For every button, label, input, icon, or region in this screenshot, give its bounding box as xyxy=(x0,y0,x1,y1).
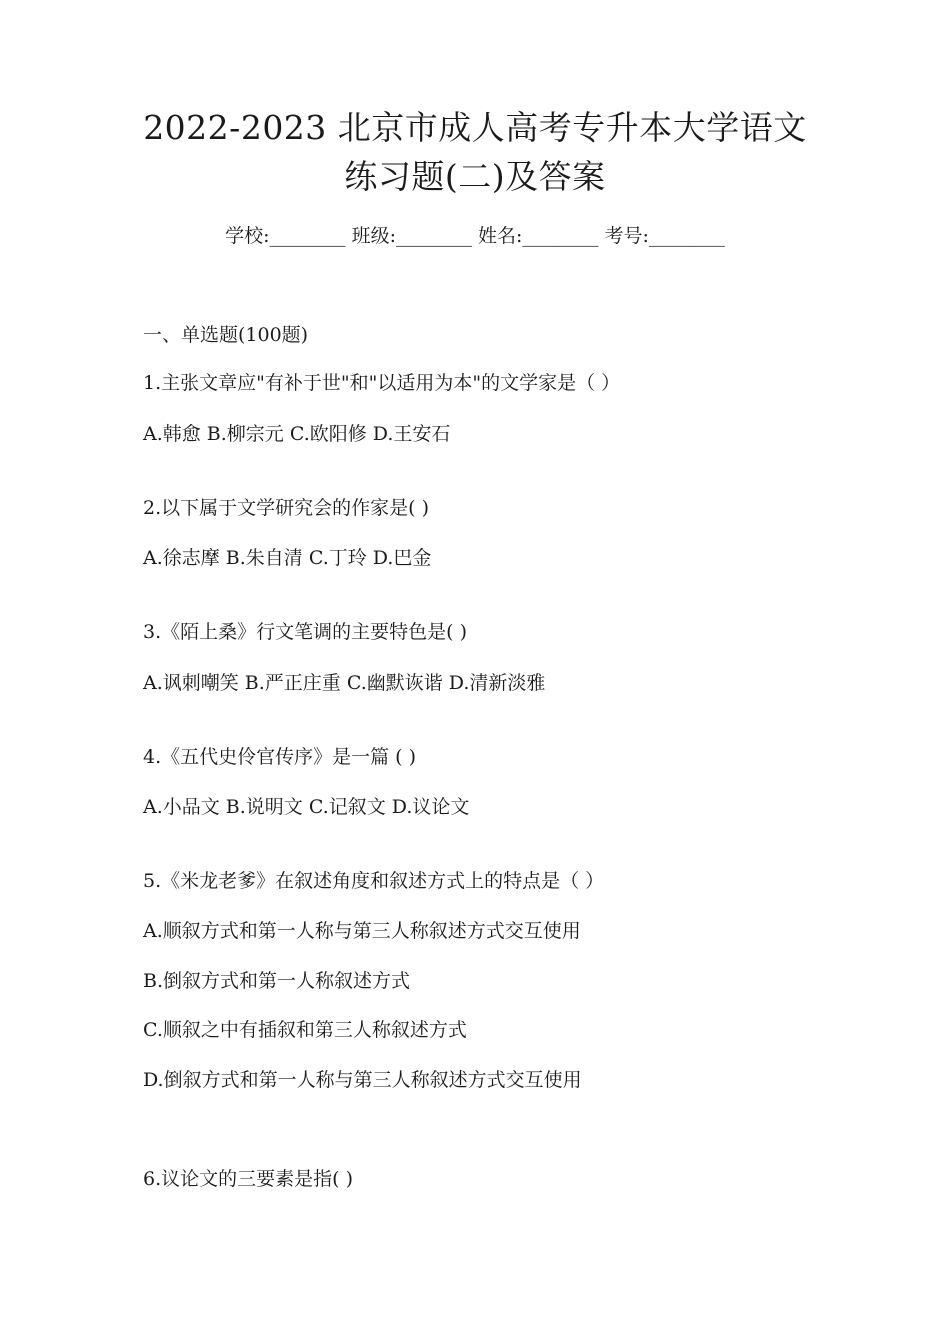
student-info-line: 学校:________ 班级:________ 姓名:________ 考号:________ xyxy=(225,225,725,247)
question-6-stem: 6.议论文的三要素是指( ) xyxy=(143,1168,353,1190)
question-4-options: A.小品文 B.说明文 C.记叙文 D.议论文 xyxy=(143,796,470,818)
question-1-options: A.韩愈 B.柳宗元 C.欧阳修 D.王安石 xyxy=(143,423,451,445)
question-5-option-c: C.顺叙之中有插叙和第三人称叙述方式 xyxy=(143,1019,467,1041)
question-5-option-d: D.倒叙方式和第一人称与第三人称叙述方式交互使用 xyxy=(143,1069,582,1091)
question-5-stem: 5.《米龙老爹》在叙述角度和叙述方式上的特点是（ ） xyxy=(143,870,605,892)
document-title-line-1: 2022-2023 北京市成人高考专升本大学语文 xyxy=(143,108,807,147)
section-heading: 一、单选题(100题) xyxy=(143,324,309,346)
question-3-options: A.讽刺嘲笑 B.严正庄重 C.幽默诙谐 D.清新淡雅 xyxy=(143,672,546,694)
question-5-option-a: A.顺叙方式和第一人称与第三人称叙述方式交互使用 xyxy=(143,920,581,942)
question-2-options: A.徐志摩 B.朱自清 C.丁玲 D.巴金 xyxy=(143,547,432,569)
question-2-stem: 2.以下属于文学研究会的作家是( ) xyxy=(143,497,429,519)
question-1-stem: 1.主张文章应"有补于世"和"以适用为本"的文学家是（ ） xyxy=(143,372,621,394)
question-5-option-b: B.倒叙方式和第一人称叙述方式 xyxy=(143,970,411,992)
document-title-line-2: 练习题(二)及答案 xyxy=(344,157,606,196)
question-4-stem: 4.《五代史伶官传序》是一篇 ( ) xyxy=(143,746,417,768)
question-3-stem: 3.《陌上桑》行文笔调的主要特色是( ) xyxy=(143,621,467,643)
